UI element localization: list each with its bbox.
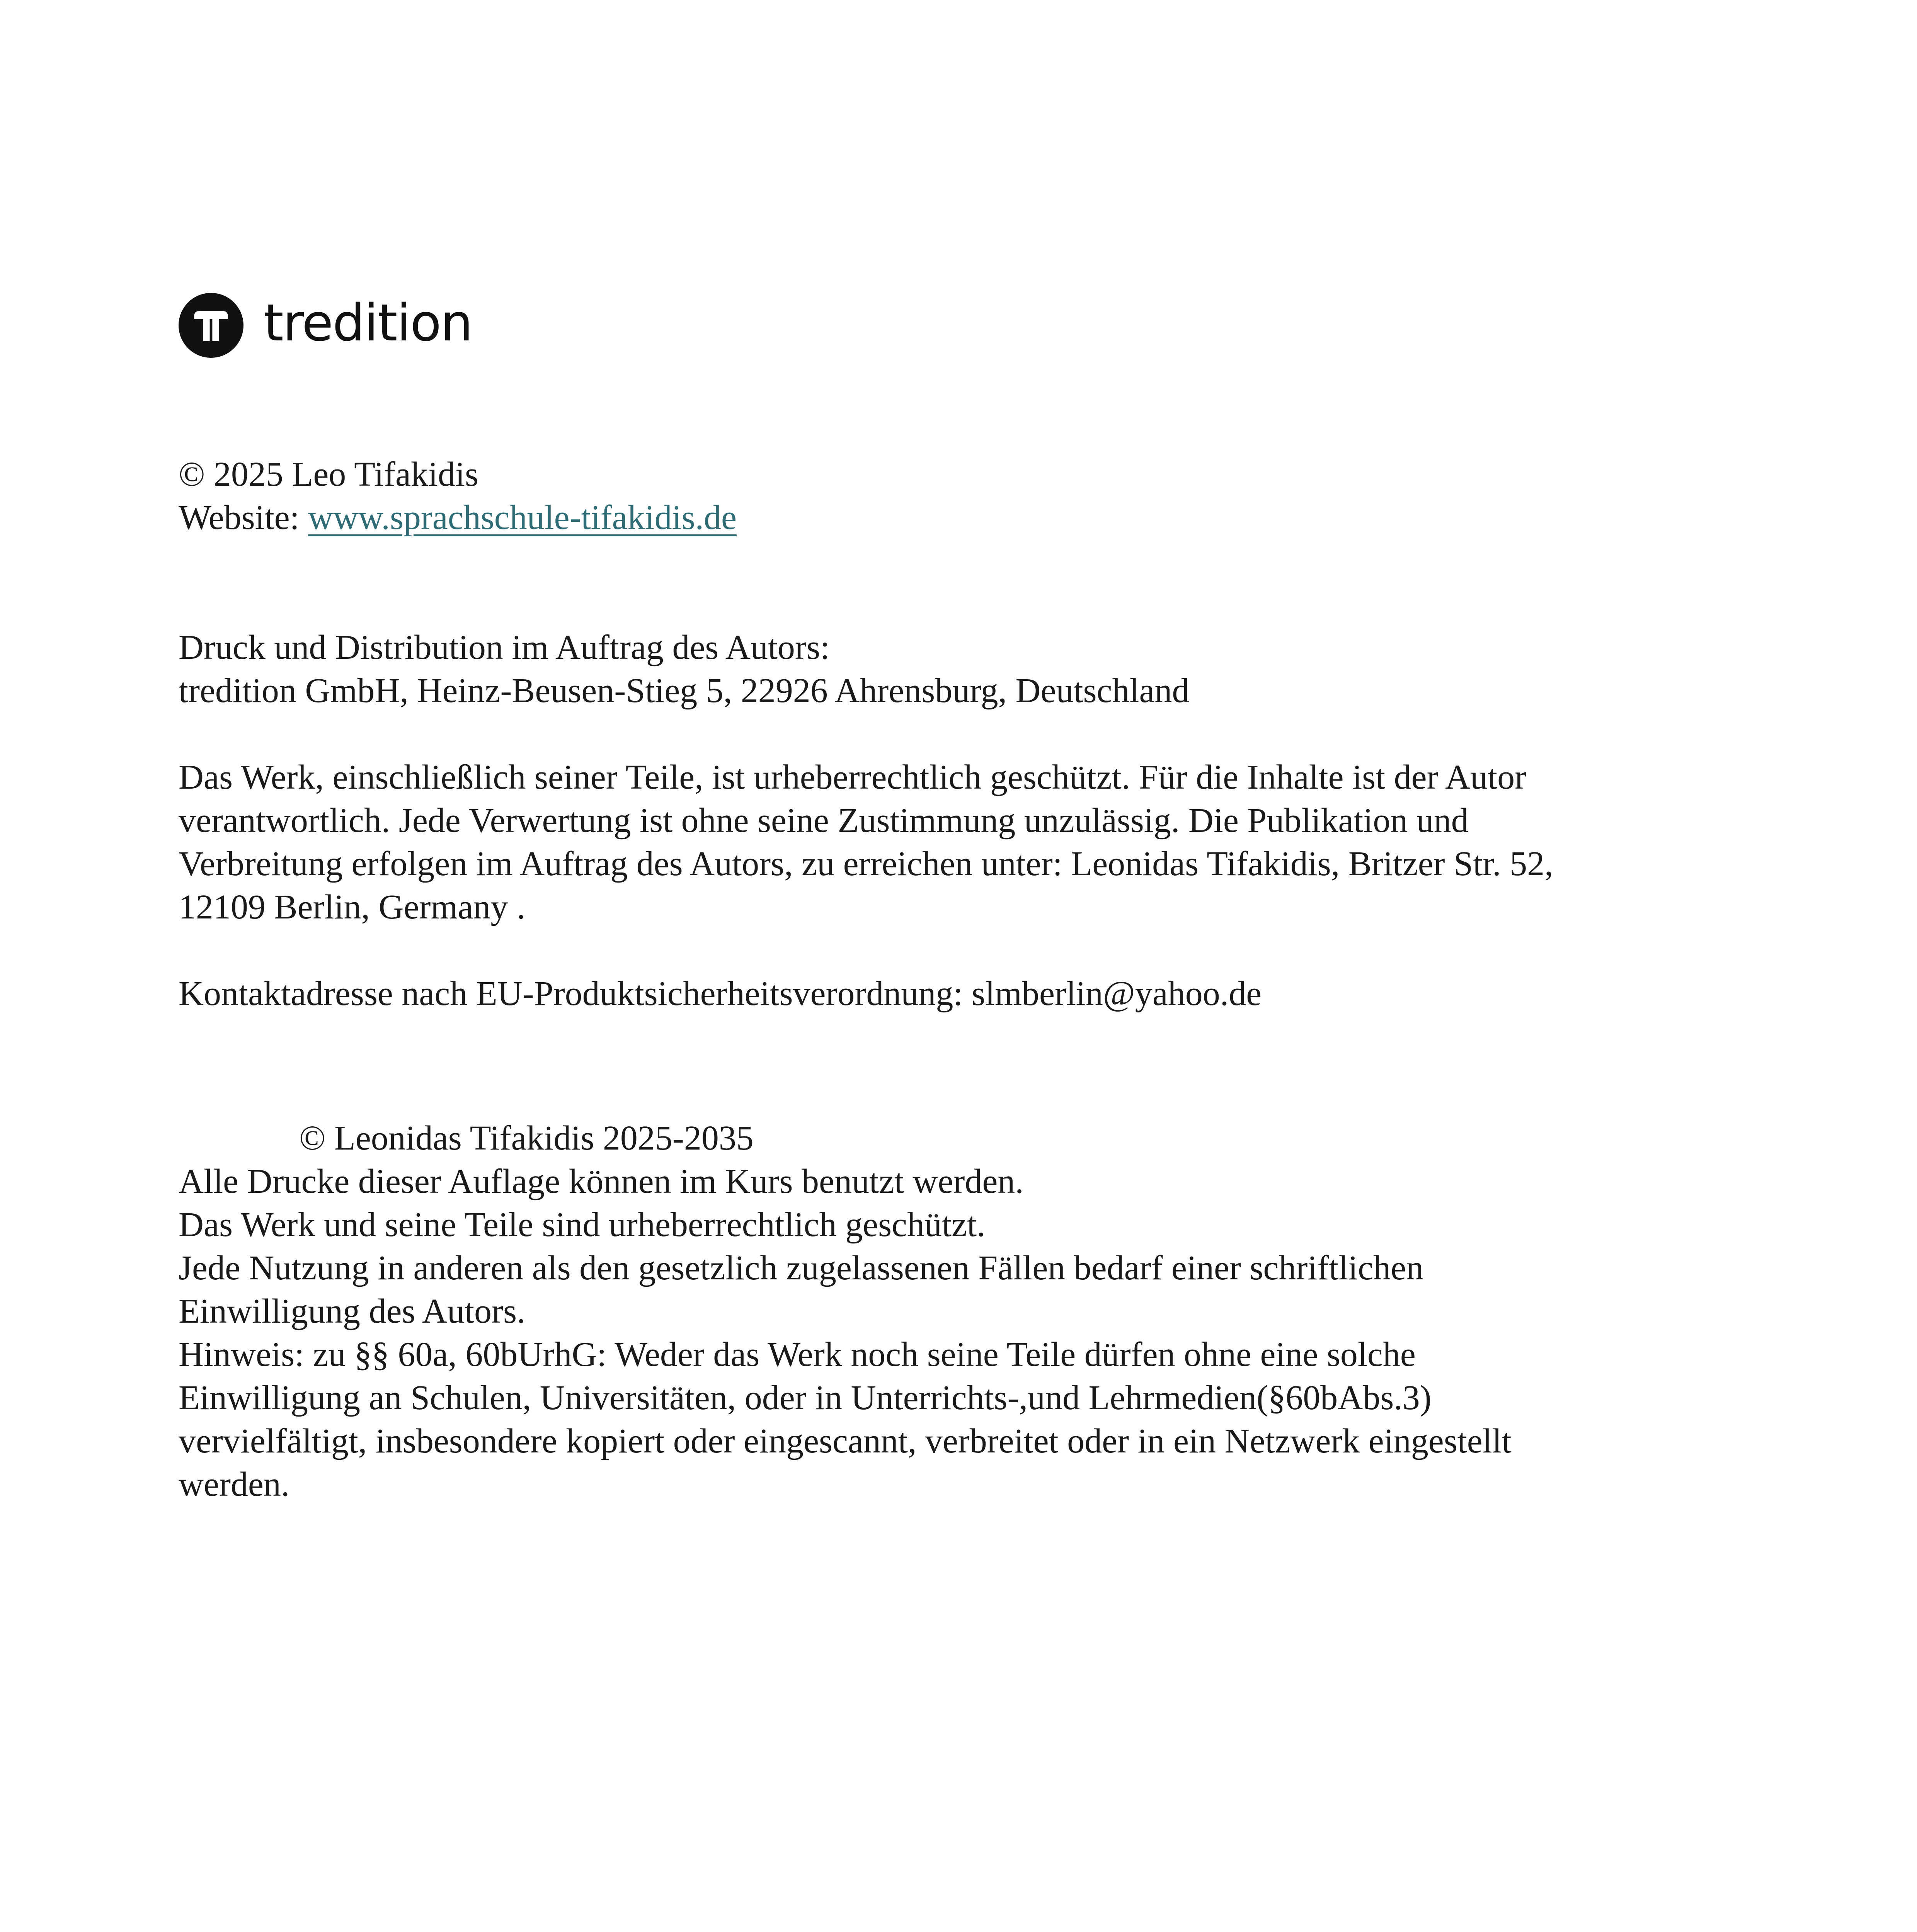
rights-line: Jede Nutzung in anderen als den gesetzlich zugelassenen Fällen bedarf einer schriftlichen [179, 1249, 1424, 1287]
distribution-line-1: Druck und Distribution im Auftrag des Autors: [179, 628, 830, 667]
rights-line: Einwilligung des Autors. [179, 1292, 526, 1330]
contact-line: Kontaktadresse nach EU-Produktsicherheitsverordnung: slmberlin@yahoo.de [179, 975, 1262, 1013]
rights-line: Einwilligung an Schulen, Universitäten, oder in Unterrichts-,und Lehrmedien(§60bAbs.3) [179, 1379, 1432, 1417]
rights-line: Das Werk und seine Teile sind urheberrechtlich geschützt. [179, 1206, 986, 1244]
rights-heading: © Leonidas Tifakidis 2025-2035 [299, 1119, 754, 1157]
contact-block [179, 972, 1262, 1015]
tredition-logo-icon [179, 293, 243, 358]
rights-block [179, 1117, 1512, 1506]
notice-line: Verbreitung erfolgen im Auftrag des Autors, zu erreichen unter: Leonidas Tifakidis, Britzer Str. 52, [179, 845, 1553, 883]
website-link[interactable]: www.sprachschule-tifakidis.de [308, 498, 737, 537]
copyright-notice-block [179, 756, 1553, 929]
rights-line: vervielfältigt, insbesondere kopiert oder eingescannt, verbreitet oder in ein Netzwerk eingestellt [179, 1422, 1512, 1460]
notice-line: 12109 Berlin, Germany . [179, 888, 526, 926]
rights-line: Hinweis: zu §§ 60a, 60bUrhG: Weder das Werk noch seine Teile dürfen ohne eine solche [179, 1335, 1416, 1374]
website-label: Website: [179, 498, 308, 537]
notice-line: verantwortlich. Jede Verwertung ist ohne seine Zustimmung unzulässig. Die Publikation und [179, 801, 1469, 840]
distribution-block [179, 626, 1189, 713]
copyright-line: © 2025 Leo Tifakidis [179, 455, 478, 493]
notice-line: Das Werk, einschließlich seiner Teile, ist urheberrechtlich geschützt. Für die Inhalte ist der Autor [179, 758, 1527, 796]
copyright-block [179, 453, 737, 539]
rights-line: werden. [179, 1465, 290, 1503]
website-line [179, 496, 737, 539]
publisher-logo [179, 293, 472, 358]
rights-line: Alle Drucke dieser Auflage können im Kurs benutzt werden. [179, 1162, 1024, 1201]
distribution-line-2: tredition GmbH, Heinz-Beusen-Stieg 5, 22926 Ahrensburg, Deutschland [179, 672, 1190, 710]
publisher-logo-text: tredition [264, 293, 472, 353]
